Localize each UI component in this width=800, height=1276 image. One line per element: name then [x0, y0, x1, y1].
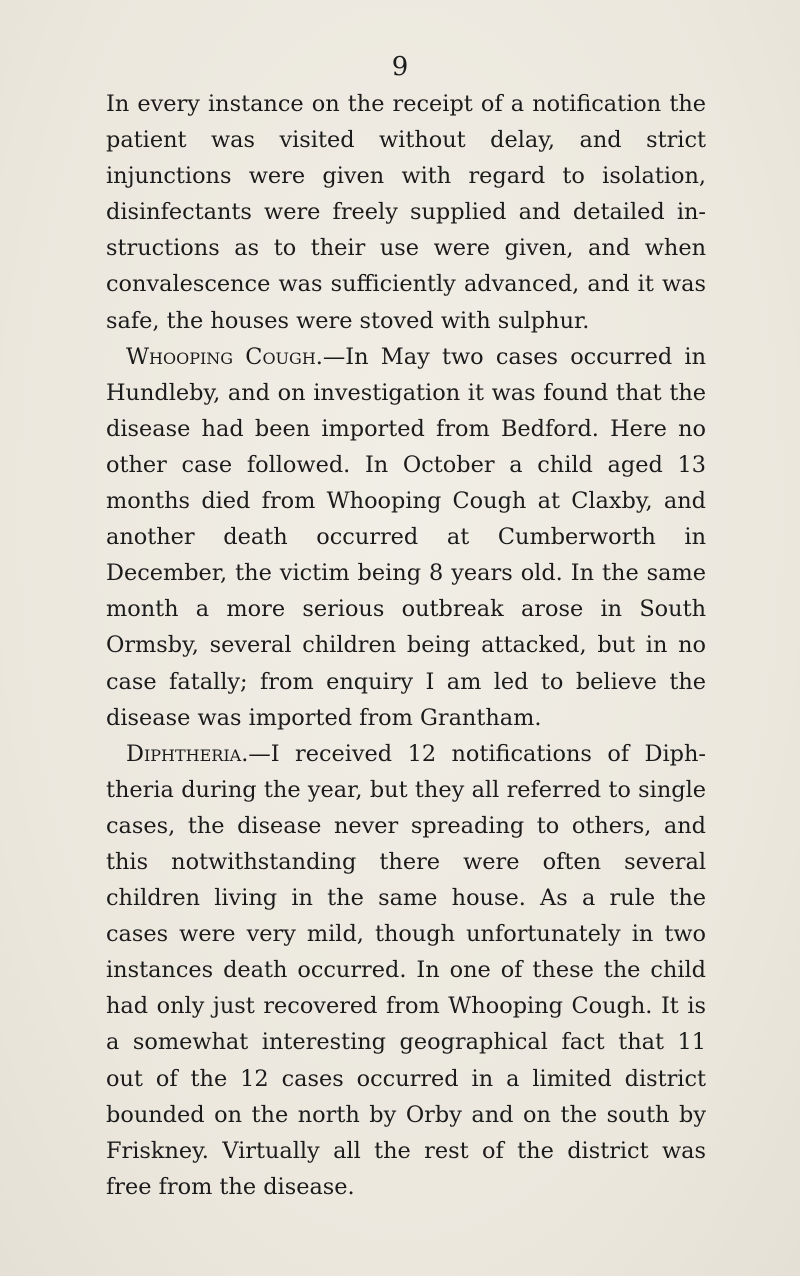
section-heading-whooping-cough: Whooping Cough.	[126, 343, 323, 370]
paragraph-text: —I received 12 notifications of Diphtheria during the year, but they all referred to single cases, the disease never spreading to others, and this notwithstanding there were often several children living in the same house. As a rule the cases were very mild, though unfortunately in two instances death occurred. In one of these the child had only just recovered from Whooping Cough. It is a somewhat interesting geographical fact that 11 out of the 12 cases occurred in a limited district bounded on the north by Orby and on the south by Friskney. Virtually all the rest of the district was free from the disease.	[106, 740, 706, 1200]
paragraph-notifications	[106, 86, 706, 339]
section-heading-diphtheria: Diphtheria.	[126, 740, 249, 767]
body-text	[106, 86, 706, 1205]
paragraph-text: In every instance on the receipt of a notification the patient was visited without delay, and strict injunctions were given with regard to isolation, disinfectants were freely supplied and detailed instructions as to their use were given, and when convalescence was sufficiently advanced, and it was safe, the houses were stoved with sulphur.	[106, 91, 706, 334]
paragraph-whooping-cough	[106, 339, 706, 736]
page-number: 9	[391, 52, 409, 82]
paragraph-text: —In May two cases occurred in Hundleby, and on investigation it was found that the disease had been imported from Bedford. Here no other case followed. In October a child aged 13 months died from Whooping Cough at Claxby, and another death occurred at Cumberworth in December, the victim being 8 years old. In the same month a more serious outbreak arose in South Ormsby, several children being attacked, but in no case fatally; from enquiry I am led to believe the disease was imported from Grantham.	[106, 343, 706, 731]
paragraph-diphtheria	[106, 736, 706, 1205]
